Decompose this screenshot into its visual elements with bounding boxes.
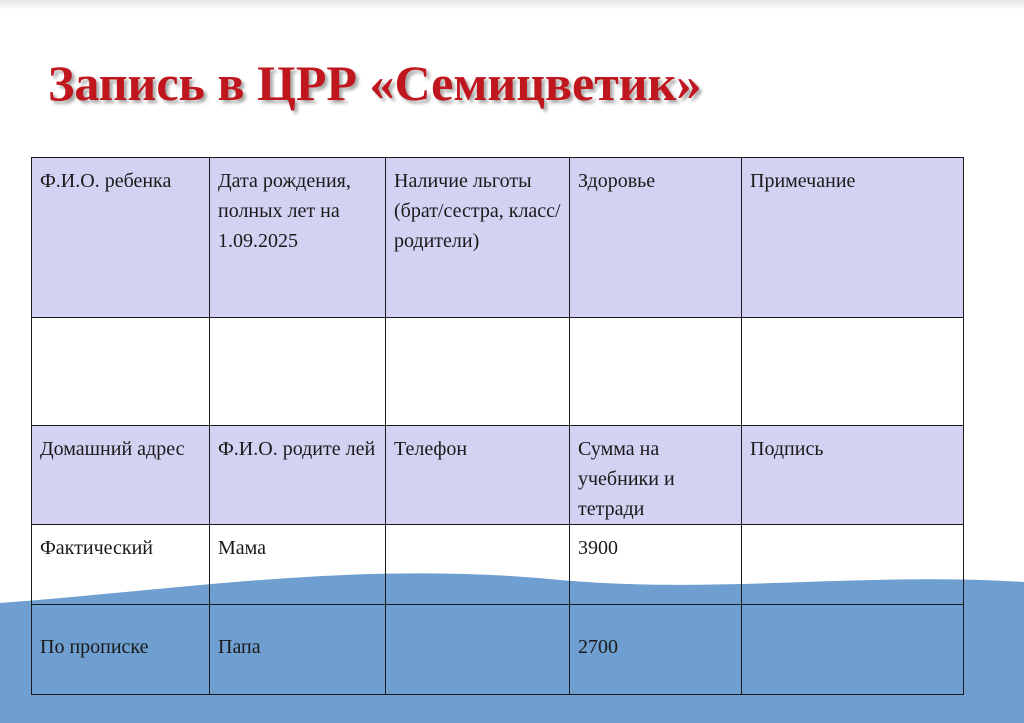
header-health: Здоровье [570,158,742,318]
header-books-sum: Сумма на учебники и тетради [570,426,742,525]
table-header-row [32,426,964,525]
page-title: Запись в ЦРР «Семицветик» [48,55,702,111]
enrollment-table [31,157,964,695]
table-row [32,318,964,426]
table-row [32,525,964,605]
cell-health [570,318,742,426]
cell-sum: 2700 [570,605,742,695]
header-signature: Подпись [742,426,964,525]
header-home-address: Домашний адрес [32,426,210,525]
table-row [32,605,964,695]
cell-phone [386,605,570,695]
header-benefits: Наличие льготы (брат/сестра, класс/ родители) [386,158,570,318]
header-parents-name: Ф.И.О. родите лей [210,426,386,525]
cell-parent: Мама [210,525,386,605]
cell-child-name [32,318,210,426]
cell-signature [742,525,964,605]
table-header-row [32,158,964,318]
header-child-name: Ф.И.О. ребенка [32,158,210,318]
header-phone: Телефон [386,426,570,525]
cell-note [742,318,964,426]
cell-address-type: Фактический [32,525,210,605]
header-birth-date: Дата рождения, полных лет на 1.09.2025 [210,158,386,318]
cell-birth-date [210,318,386,426]
cell-parent: Папа [210,605,386,695]
cell-benefits [386,318,570,426]
cell-phone [386,525,570,605]
header-note: Примечание [742,158,964,318]
cell-address-type: По прописке [32,605,210,695]
cell-sum: 3900 [570,525,742,605]
cell-signature [742,605,964,695]
